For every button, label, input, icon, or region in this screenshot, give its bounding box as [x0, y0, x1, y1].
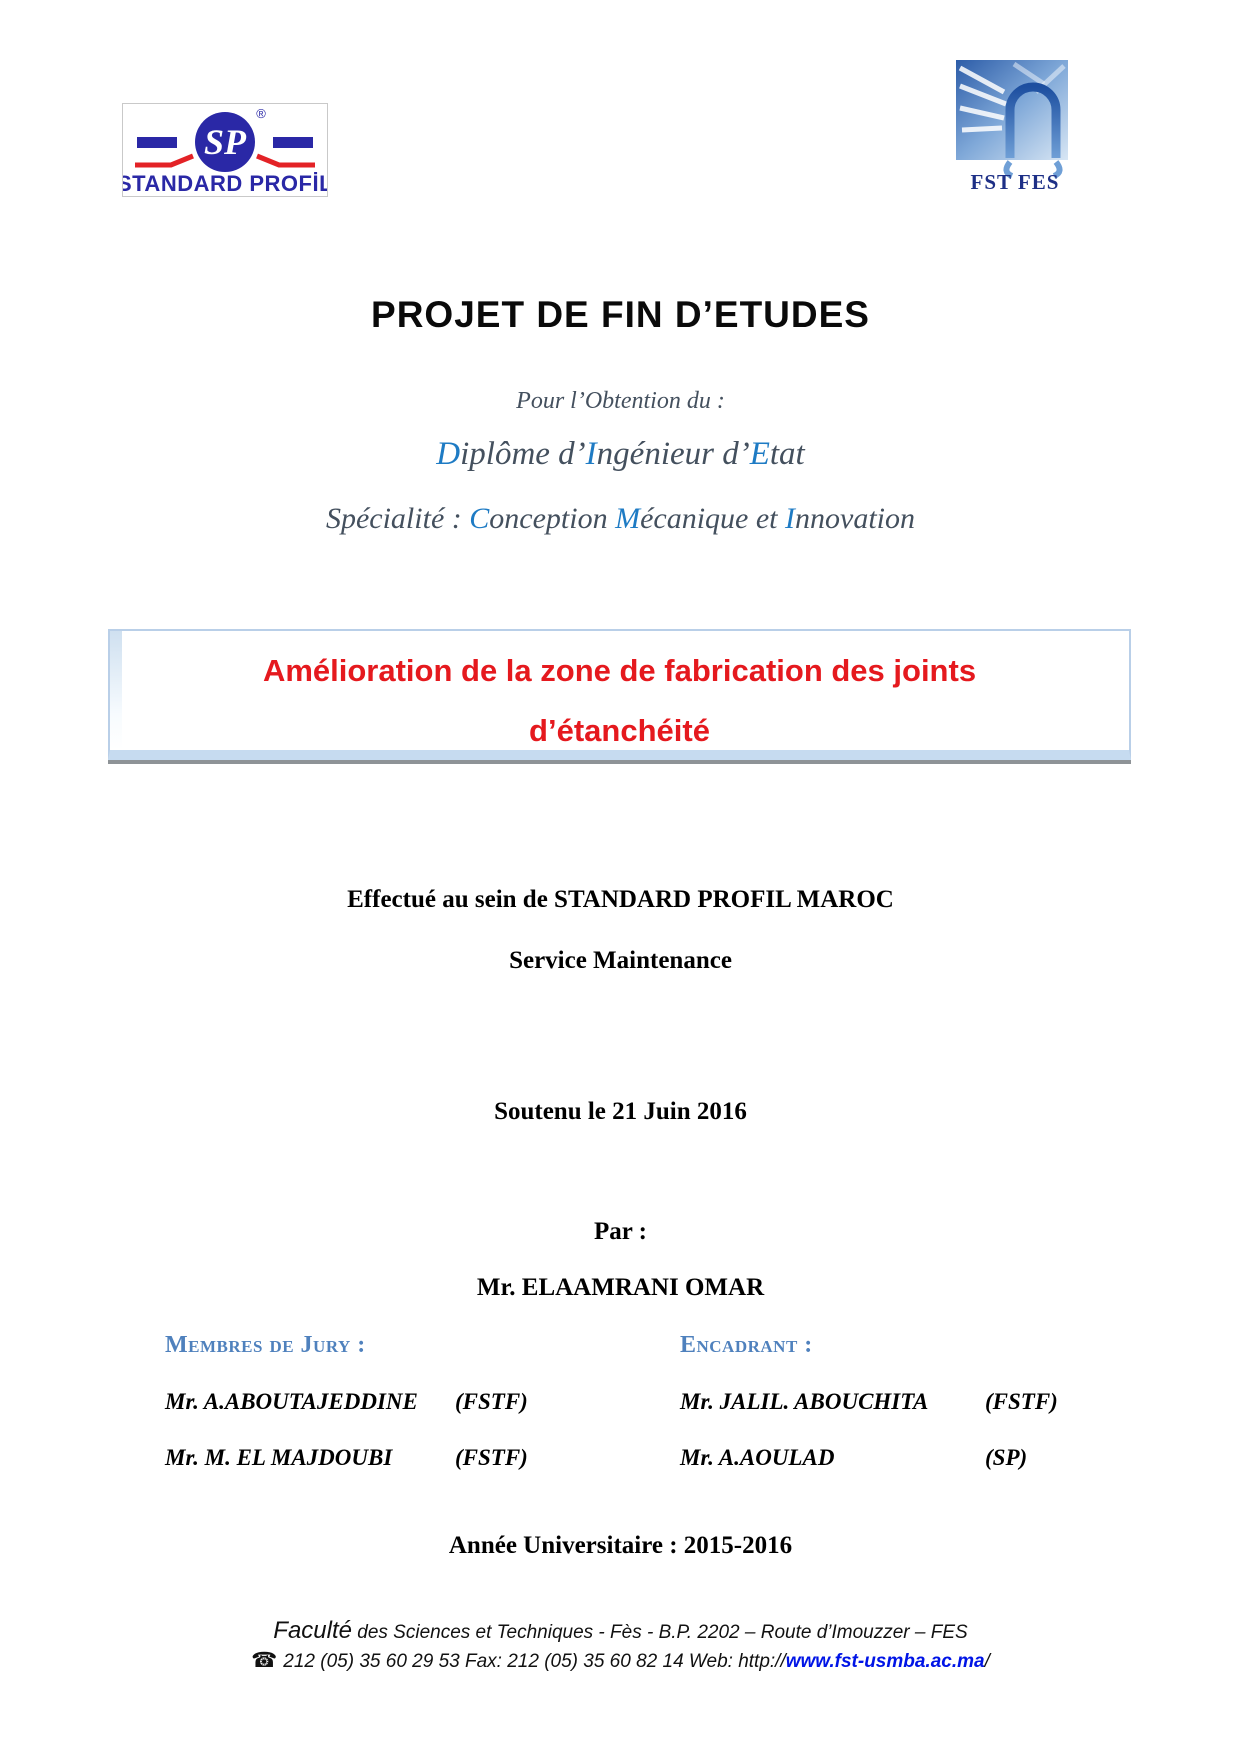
supervisor-affiliation: (SP) — [985, 1445, 1028, 1470]
jury-section — [165, 1332, 1125, 1471]
supervisor-row — [680, 1389, 1125, 1415]
fst-fes-logo-graphic — [952, 58, 1078, 193]
author-name: Mr. ELAAMRANI OMAR — [476, 1274, 765, 1301]
jury-members-header: Membres de Jury : — [165, 1332, 366, 1358]
jury-member-row — [165, 1389, 680, 1415]
service-line: Service Maintenance — [509, 947, 732, 974]
fst-fes-logo — [952, 58, 1078, 193]
footer-address-rest: des Sciences et Techniques - Fès - B.P. 2202 – Route d’Imouzzer – FES — [351, 1622, 968, 1643]
diploma-initial-i: I — [585, 436, 597, 472]
host-company-line: Effectué au sein de STANDARD PROFIL MAROC — [347, 886, 894, 913]
diploma-line — [0, 436, 1241, 473]
footer-contact-line — [0, 1648, 1241, 1673]
standard-profil-logo — [122, 103, 328, 197]
sp-right-red-swoosh — [257, 156, 315, 165]
specialty-text-1: onception — [489, 502, 616, 535]
footer-link-suffix: / — [984, 1651, 990, 1672]
diploma-initial-d: D — [436, 436, 461, 472]
sp-wordmark: STANDARD PROFİL — [123, 171, 327, 196]
project-title-box — [108, 629, 1131, 760]
jury-member-affiliation: (FSTF) — [455, 1445, 528, 1470]
specialty-line — [0, 502, 1241, 536]
by-label: Par : — [594, 1218, 647, 1245]
fst-caption: FST FES — [970, 170, 1060, 193]
jury-member-name: Mr. A.ABOUTAJEDDINE — [165, 1389, 418, 1414]
footer-faculty-name: Faculté — [273, 1617, 352, 1644]
sp-monogram: SP — [203, 122, 247, 162]
jury-member-name: Mr. M. EL MAJDOUBI — [165, 1445, 393, 1470]
jury-member-affiliation: (FSTF) — [455, 1389, 528, 1414]
diploma-text-2: ngénieur d’ — [596, 436, 750, 472]
supervisor-affiliation: (FSTF) — [985, 1389, 1058, 1414]
specialty-initial-m: M — [615, 502, 641, 535]
phone-icon: ☎ — [251, 1649, 278, 1672]
obtention-line: Pour l’Obtention du : — [516, 388, 725, 414]
page-title: PROJET DE FIN D’ETUDES — [371, 294, 870, 335]
diploma-text-3: tat — [769, 436, 805, 472]
footer-phone-fax-text: 212 (05) 35 60 29 53 Fax: 212 (05) 35 60 82 14 Web: http:// — [283, 1651, 786, 1672]
sp-registered-mark: ® — [256, 106, 266, 121]
specialty-label: Spécialité : — [325, 502, 470, 535]
supervisor-row — [680, 1445, 1125, 1471]
specialty-initial-i: I — [785, 502, 796, 535]
jury-members-column — [165, 1332, 680, 1471]
supervisors-column — [680, 1332, 1125, 1471]
project-title-line-2: d’étanchéité — [529, 713, 710, 748]
specialty-text-3: nnovation — [795, 502, 916, 535]
specialty-initial-c: C — [469, 502, 490, 535]
defense-date-line: Soutenu le 21 Juin 2016 — [494, 1098, 747, 1125]
specialty-text-2: écanique et — [640, 502, 786, 535]
footer-website-link[interactable]: www.fst-usmba.ac.ma — [785, 1651, 985, 1672]
academic-year-line: Année Universitaire : 2015-2016 — [448, 1532, 793, 1559]
sp-right-bar — [273, 137, 313, 148]
sp-left-red-swoosh — [135, 156, 193, 165]
supervisor-name: Mr. A.AOULAD — [680, 1445, 835, 1470]
project-title-line-1: Amélioration de la zone de fabrication des joints — [262, 653, 977, 688]
sp-left-bar — [137, 137, 177, 148]
standard-profil-logo-graphic — [123, 104, 327, 196]
diploma-initial-e: E — [749, 436, 770, 472]
supervisors-header: Encadrant : — [680, 1332, 813, 1358]
footer-address-line — [0, 1617, 1241, 1645]
diploma-text-1: iplôme d’ — [460, 436, 586, 472]
jury-member-row — [165, 1445, 680, 1471]
supervisor-name: Mr. JALIL. ABOUCHITA — [680, 1389, 929, 1414]
